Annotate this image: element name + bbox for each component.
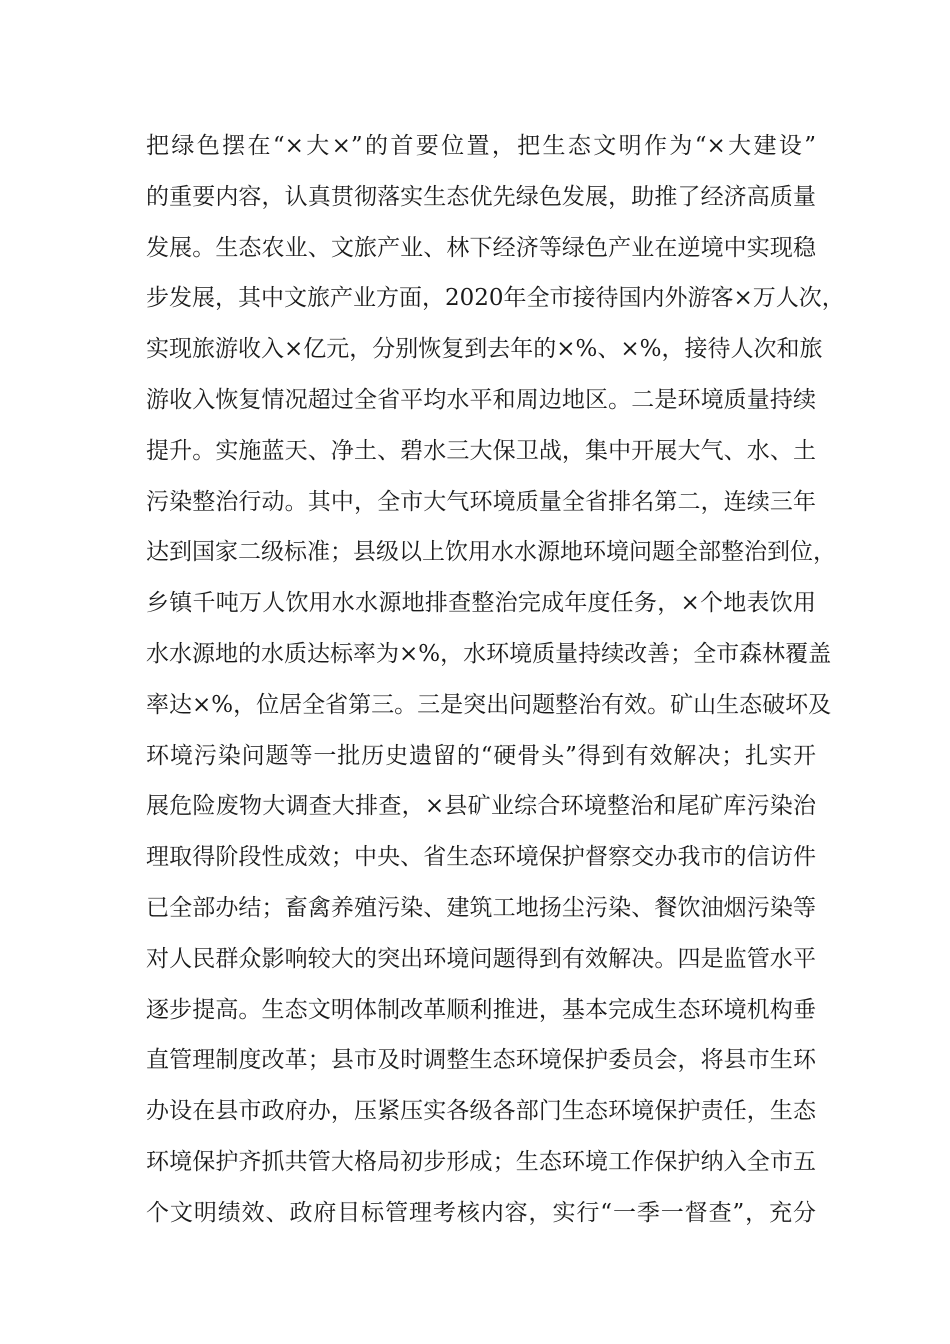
text-line: 展危险废物大调查大排查，×县矿业综合环境整治和尾矿库污染治 bbox=[146, 793, 816, 820]
text-line: 直管理制度改革；县市及时调整生态环境保护委员会，将县市生环 bbox=[146, 1047, 816, 1074]
text-line: 水水源地的水质达标率为×%，水环境质量持续改善；全市森林覆盖 bbox=[146, 640, 832, 667]
text-line: 达到国家二级标准；县级以上饮用水水源地环境问题全部整治到位， bbox=[146, 539, 836, 566]
text-line: 把绿色摆在“×大×”的首要位置，把生态文明作为“×大建设” bbox=[146, 133, 816, 159]
text-line: 步发展，其中文旅产业方面，2020年全市接待国内外游客×万人次， bbox=[146, 285, 845, 312]
text-line: 的重要内容，认真贯彻落实生态优先绿色发展，助推了经济高质量 bbox=[146, 183, 816, 210]
text-line: 个文明绩效、政府目标管理考核内容，实行“一季一督查”，充分 bbox=[146, 1199, 816, 1226]
text-line: 办设在县市政府办，压紧压实各级各部门生态环境保护责任，生态 bbox=[146, 1098, 816, 1125]
text-line: 游收入恢复情况超过全省平均水平和周边地区。二是环境质量持续 bbox=[146, 386, 816, 413]
text-line: 发展。生态农业、文旅产业、林下经济等绿色产业在逆境中实现稳 bbox=[146, 234, 816, 261]
text-line: 环境污染问题等一批历史遗留的“硬骨头”得到有效解决；扎实开 bbox=[146, 742, 816, 769]
body-paragraph bbox=[146, 128, 845, 1246]
text-line: 对人民群众影响较大的突出环境问题得到有效解决。四是监管水平 bbox=[146, 945, 816, 972]
text-line: 环境保护齐抓共管大格局初步形成；生态环境工作保护纳入全市五 bbox=[146, 1148, 816, 1175]
text-line: 提升。实施蓝天、净土、碧水三大保卫战，集中开展大气、水、土 bbox=[146, 437, 816, 464]
text-line: 率达×%，位居全省第三。三是突出问题整治有效。矿山生态破坏及 bbox=[146, 691, 832, 718]
text-line: 乡镇千吨万人饮用水水源地排查整治完成年度任务，×个地表饮用 bbox=[146, 590, 816, 617]
text-line: 污染整治行动。其中，全市大气环境质量全省排名第二，连续三年 bbox=[146, 488, 816, 515]
text-line: 已全部办结；畜禽养殖污染、建筑工地扬尘污染、餐饮油烟污染等 bbox=[146, 894, 816, 921]
text-line: 实现旅游收入×亿元，分别恢复到去年的×%、×%，接待人次和旅 bbox=[146, 336, 823, 363]
text-line: 逐步提高。生态文明体制改革顺利推进，基本完成生态环境机构垂 bbox=[146, 996, 816, 1023]
text-line: 理取得阶段性成效；中央、省生态环境保护督察交办我市的信访件 bbox=[146, 844, 816, 871]
